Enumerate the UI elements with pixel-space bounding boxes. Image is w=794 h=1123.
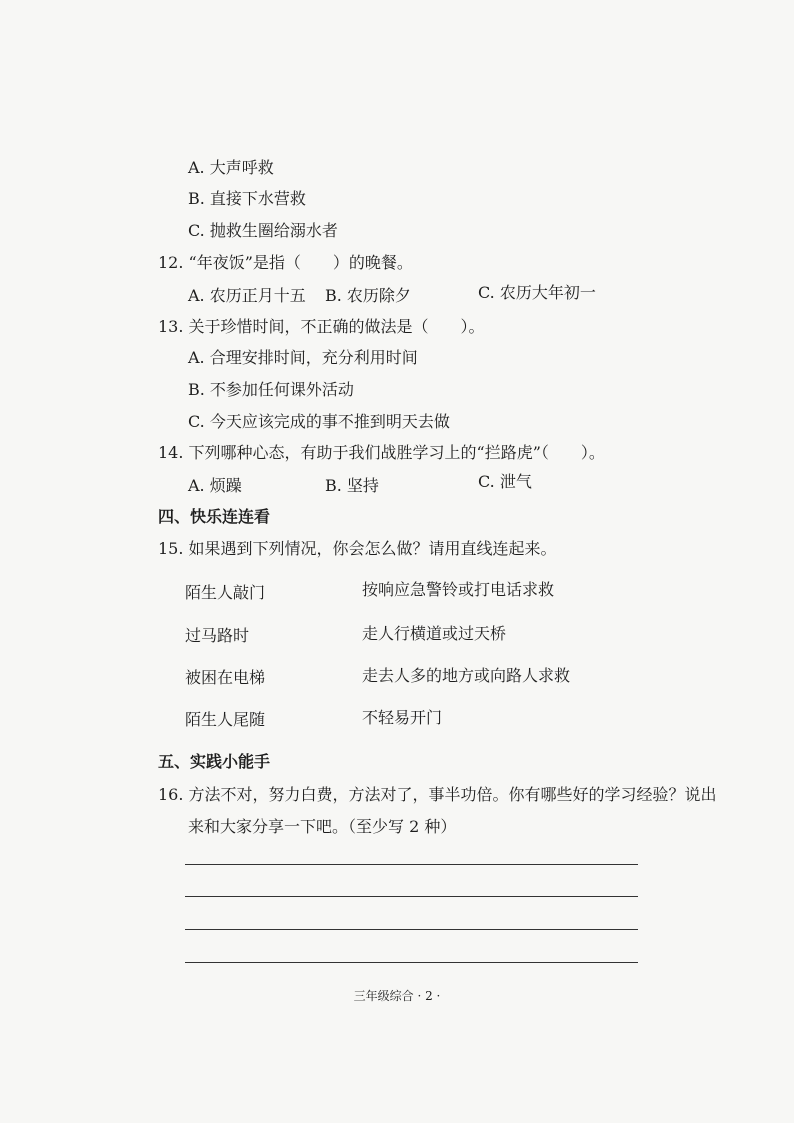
match-right-1: 按响应急警铃或打电话求救 xyxy=(362,580,555,599)
q12-option-c: C. 农历大年初一 xyxy=(478,283,596,302)
section4-heading: 四、快乐连连看 xyxy=(158,507,271,526)
answer-line-4[interactable] xyxy=(185,962,638,963)
q12-stem: 12. “年夜饭”是指（ ）的晚餐。 xyxy=(158,253,413,272)
match-left-2: 过马路时 xyxy=(185,626,250,645)
q11-option-b: B. 直接下水营救 xyxy=(188,189,306,208)
q15-stem: 15. 如果遇到下列情况，你会怎么做？请用直线连起来。 xyxy=(158,539,557,558)
match-right-4: 不轻易开门 xyxy=(362,708,443,727)
q11-option-c: C. 抛救生圈给溺水者 xyxy=(188,221,338,240)
q16-stem-line2: 来和大家分享一下吧。（至少写 2 种） xyxy=(188,817,457,836)
match-left-4: 陌生人尾随 xyxy=(185,710,266,729)
q14-option-b: B. 坚持 xyxy=(325,476,379,495)
q13-stem: 13. 关于珍惜时间，不正确的做法是（ ）。 xyxy=(158,317,485,336)
q12-option-a: A. 农历正月十五 xyxy=(188,286,306,305)
q13-option-c: C. 今天应该完成的事不推到明天去做 xyxy=(188,412,450,431)
answer-line-2[interactable] xyxy=(185,896,638,897)
match-left-1: 陌生人敲门 xyxy=(185,583,266,602)
q14-option-a: A. 烦躁 xyxy=(188,476,242,495)
q12-option-b: B. 农历除夕 xyxy=(325,286,411,305)
page-footer: 三年级综合 · 2 · xyxy=(353,989,441,1003)
q13-option-a: A. 合理安排时间，充分利用时间 xyxy=(188,348,418,367)
q14-option-c: C. 泄气 xyxy=(478,472,532,491)
section5-heading: 五、实践小能手 xyxy=(158,752,271,771)
answer-line-3[interactable] xyxy=(185,929,638,930)
match-right-2: 走人行横道或过天桥 xyxy=(362,624,507,643)
answer-line-1[interactable] xyxy=(185,864,638,865)
match-right-3: 走去人多的地方或向路人求救 xyxy=(362,666,571,685)
q11-option-a: A. 大声呼救 xyxy=(188,158,274,177)
q14-stem: 14. 下列哪种心态，有助于我们战胜学习上的“拦路虎”（ ）。 xyxy=(158,443,605,462)
match-left-3: 被困在电梯 xyxy=(185,668,266,687)
q13-option-b: B. 不参加任何课外活动 xyxy=(188,380,354,399)
q16-stem-line1: 16. 方法不对，努力白费，方法对了，事半功倍。你有哪些好的学习经验？说出 xyxy=(158,785,717,804)
